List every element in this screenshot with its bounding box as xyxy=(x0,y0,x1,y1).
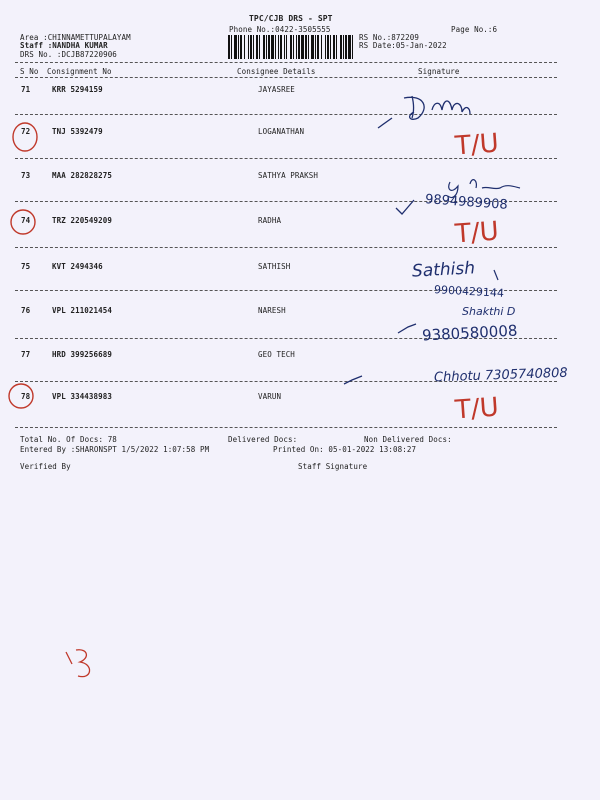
page-count-scribble xyxy=(66,650,90,677)
row-consignee: VARUN xyxy=(258,392,282,401)
barcode-bar xyxy=(250,35,252,59)
row-consignment: KVT 2494346 xyxy=(52,262,103,271)
barcode-bar xyxy=(263,35,265,59)
row-consignee: NARESH xyxy=(258,306,286,315)
barcode-icon xyxy=(228,35,354,59)
staff-label: Staff :NANDHA KUMAR xyxy=(20,41,108,50)
barcode-bar xyxy=(340,35,342,59)
row-consignment: TRZ 220549209 xyxy=(52,216,112,225)
barcode-bar xyxy=(266,35,267,59)
tick-mark xyxy=(396,200,414,214)
printed-on: Printed On: 05-01-2022 13:08:27 xyxy=(273,445,417,454)
barcode-bar xyxy=(352,35,353,59)
row-sno: 78 xyxy=(21,392,31,401)
barcode-bar xyxy=(333,35,335,59)
barcode-bar xyxy=(301,35,304,59)
entered-by: Entered By :SHARONSPT 1/5/2022 1:07:58 PM xyxy=(20,445,210,454)
delivered-docs: Delivered Docs: xyxy=(228,435,298,444)
row-consignee: LOGANATHAN xyxy=(258,127,305,136)
tick-mark xyxy=(344,376,362,384)
page-number: Page No.:6 xyxy=(451,25,498,34)
row-consignment: TNJ 5392479 xyxy=(52,127,103,136)
barcode-bar xyxy=(296,35,297,59)
handwritten-phone: 9900429144 xyxy=(433,283,505,300)
rs-number: RS No.:872209 xyxy=(359,33,419,42)
divider xyxy=(15,427,557,428)
row-consignment: VPL 334438983 xyxy=(52,392,112,401)
handwritten-name: Sathish xyxy=(411,258,476,282)
barcode-bar xyxy=(259,35,260,59)
barcode-bar xyxy=(271,35,274,59)
barcode-bar xyxy=(311,35,314,59)
barcode-bar xyxy=(248,35,249,59)
total-docs: Total No. Of Docs: 78 xyxy=(20,435,117,444)
tick-mark xyxy=(398,324,416,333)
barcode-bar xyxy=(240,35,242,59)
barcode-bar xyxy=(280,35,282,59)
drs-number: DRS No. :DCJB87220906 xyxy=(20,50,117,59)
barcode-bar xyxy=(317,35,319,59)
divider xyxy=(15,77,557,78)
row-consignment: HRD 399256689 xyxy=(52,350,112,359)
row-sno: 77 xyxy=(21,350,31,359)
barcode-bar xyxy=(315,35,316,59)
barcode-bar xyxy=(336,35,337,59)
barcode-bar xyxy=(231,35,232,59)
handwritten-phone: 9380580008 xyxy=(421,321,518,345)
tick-mark xyxy=(494,270,498,280)
barcode-bar xyxy=(290,35,292,59)
barcode-bar xyxy=(348,35,351,59)
row-sno: 73 xyxy=(21,171,31,180)
row-sno: 72 xyxy=(21,127,31,136)
document-title: TPC/CJB DRS - SPT xyxy=(249,14,333,23)
signature-scribble xyxy=(378,96,470,128)
barcode-bar xyxy=(330,35,331,59)
tu-mark: T/U xyxy=(454,128,500,162)
barcode-bar xyxy=(305,35,307,59)
barcode-bar xyxy=(325,35,326,59)
barcode-bar xyxy=(256,35,258,59)
barcode-bar xyxy=(343,35,344,59)
barcode-bar xyxy=(244,35,245,59)
barcode-bar xyxy=(286,35,287,59)
row-sno: 71 xyxy=(21,85,31,94)
non-delivered-docs: Non Delivered Docs: xyxy=(364,435,452,444)
row-consignee: GEO TECH xyxy=(258,350,295,359)
column-header-consignment: Consignment No xyxy=(47,67,112,76)
barcode-bar xyxy=(293,35,294,59)
tu-mark: T/U xyxy=(454,392,500,426)
handwritten-phone: 9894989908 xyxy=(424,192,509,213)
barcode-bar xyxy=(308,35,309,59)
row-sno: 76 xyxy=(21,306,31,315)
column-header-consignee: Consignee Details xyxy=(237,67,316,76)
barcode-bar xyxy=(284,35,285,59)
barcode-bar xyxy=(253,35,254,59)
row-consignee: JAYASREE xyxy=(258,85,295,94)
barcode-bar xyxy=(298,35,300,59)
row-consignee: SATHYA PRAKSH xyxy=(258,171,318,180)
divider xyxy=(15,62,557,63)
handwritten-name: Shakthi D xyxy=(462,305,516,318)
barcode-bar xyxy=(278,35,279,59)
row-sno: 75 xyxy=(21,262,31,271)
column-header-sno: S No xyxy=(20,67,39,76)
handwritten-name: Chhotu 7305740808 xyxy=(433,365,568,386)
row-sno: 74 xyxy=(21,216,31,225)
column-header-signature: Signature xyxy=(418,67,460,76)
verified-by: Verified By xyxy=(20,462,71,471)
staff-signature-label: Staff Signature xyxy=(298,462,368,471)
barcode-bar xyxy=(321,35,322,59)
row-consignee: RADHA xyxy=(258,216,282,225)
tu-mark: T/U xyxy=(454,216,500,250)
divider xyxy=(15,114,557,115)
row-consignment: KRR 5294159 xyxy=(52,85,103,94)
barcode-bar xyxy=(268,35,270,59)
barcode-bar xyxy=(238,35,239,59)
barcode-bar xyxy=(327,35,329,59)
row-consignment: VPL 211021454 xyxy=(52,306,112,315)
phone-number: Phone No.:0422-3505555 xyxy=(229,25,331,34)
row-consignment: MAA 282828275 xyxy=(52,171,112,180)
barcode-bar xyxy=(345,35,347,59)
barcode-bar xyxy=(234,35,237,59)
barcode-bar xyxy=(228,35,230,59)
rs-date: RS Date:05-Jan-2022 xyxy=(359,41,447,50)
area-label: Area :CHINNAMETTUPALAYAM xyxy=(20,33,131,42)
row-consignee: SATHISH xyxy=(258,262,291,271)
barcode-bar xyxy=(275,35,276,59)
